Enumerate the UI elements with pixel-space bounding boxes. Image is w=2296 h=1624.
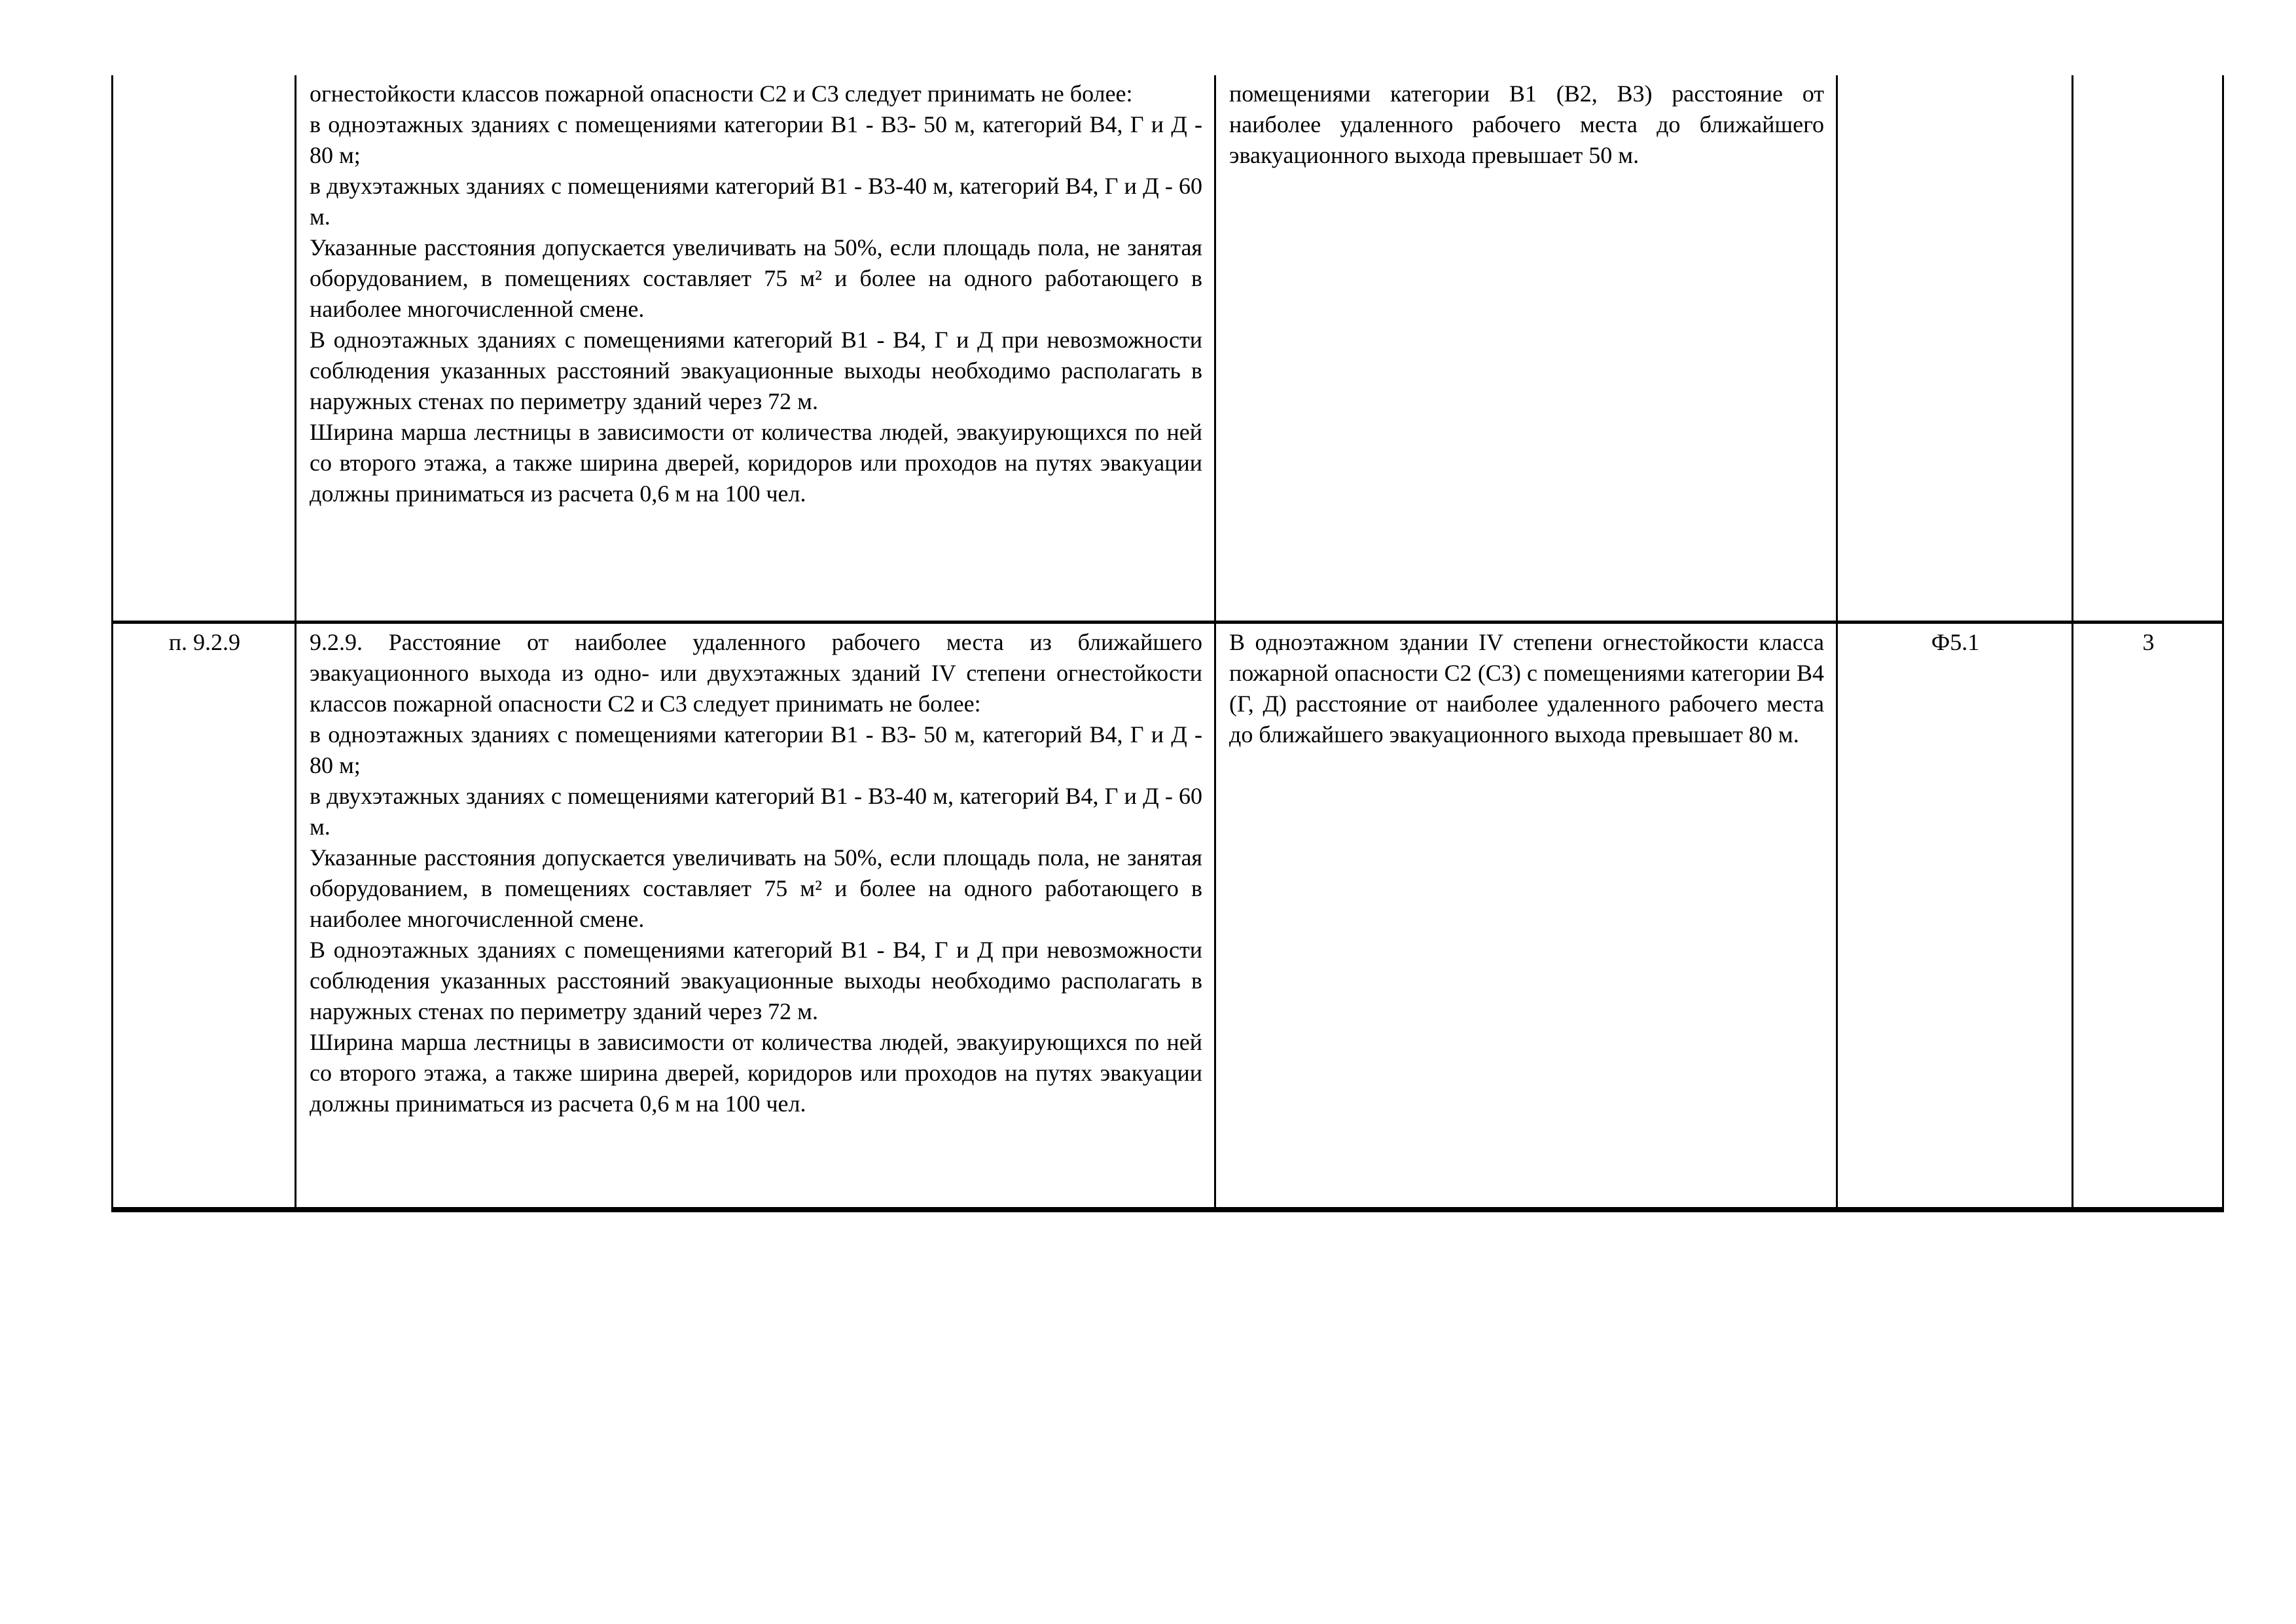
table-row-929 xyxy=(113,622,2223,1210)
functional-class-cell xyxy=(1837,75,2073,622)
requirement-paragraph: Указанные расстояния допускается увеличивать на 50%, если площадь пола, не занятая оборудованием, в помещениях составляет 75 м² и более на одного работающего в наиболее многочисленной смене. xyxy=(310,844,1202,932)
requirement-paragraph: Указанные расстояния допускается увеличивать на 50%, если площадь пола, не занятая оборудованием, в помещениях составляет 75 м² и более на одного работающего в наиболее многочисленной смене. xyxy=(310,234,1202,322)
requirement-paragraph: 9.2.9. Расстояние от наиболее удаленного рабочего места из ближайшего эвакуационного выхода из одно- или двухэтажных зданий IV степени огнестойкости классов пожарной опасности С2 и С3 следует принимать не более: xyxy=(310,628,1202,717)
requirement-paragraph: Ширина марша лестницы в зависимости от количества людей, эвакуирующихся по ней со второго этажа, а также ширина дверей, коридоров или проходов на путях эвакуации должны приниматься из расчета 0,6 м на 100 чел. xyxy=(310,419,1202,507)
clause-ref-cell xyxy=(113,75,296,622)
requirement-paragraph: В одноэтажных зданиях с помещениями категорий В1 - В4, Г и Д при невозможности соблюдения указанных расстояний эвакуационные выходы необходимо располагать в наружных стенах по периметру зданий через 72 м. xyxy=(310,936,1202,1024)
compliance-table xyxy=(111,75,2224,1212)
count-cell: 3 xyxy=(2073,622,2223,1210)
violation-cell xyxy=(1215,75,1837,622)
requirement-paragraph: В одноэтажных зданиях с помещениями категорий В1 - В4, Г и Д при невозможности соблюдения указанных расстояний эвакуационные выходы необходимо располагать в наружных стенах по периметру зданий через 72 м. xyxy=(310,327,1202,414)
requirement-paragraph: в одноэтажных зданиях с помещениями категории В1 - В3- 50 м, категорий В4, Г и Д - 80 м; xyxy=(310,721,1202,778)
requirement-cell xyxy=(296,622,1215,1210)
functional-class-cell: Ф5.1 xyxy=(1837,622,2073,1210)
table-row-continuation xyxy=(113,75,2223,622)
requirement-paragraph: Ширина марша лестницы в зависимости от количества людей, эвакуирующихся по ней со второго этажа, а также ширина дверей, коридоров или проходов на путях эвакуации должны приниматься из расчета 0,6 м на 100 чел. xyxy=(310,1028,1202,1117)
violation-paragraph: помещениями категории В1 (В2, В3) расстояние от наиболее удаленного рабочего места до ближайшего эвакуационного выхода превышает 50 м. xyxy=(1229,81,1824,168)
requirement-paragraph: огнестойкости классов пожарной опасности С2 и С3 следует принимать не более: xyxy=(310,81,1133,107)
requirement-paragraph: в одноэтажных зданиях с помещениями категории В1 - В3- 50 м, категорий В4, Г и Д - 80 м; xyxy=(310,111,1202,168)
count-cell xyxy=(2073,75,2223,622)
violation-cell xyxy=(1215,622,1837,1210)
requirement-cell xyxy=(296,75,1215,622)
violation-paragraph: В одноэтажном здании IV степени огнестойкости класса пожарной опасности С2 (С3) с помещениями категории В4 (Г, Д) расстояние от наиболее удаленного рабочего места до ближайшего эвакуационного выхода превышает 80 м. xyxy=(1229,628,1824,748)
clause-ref-cell: п. 9.2.9 xyxy=(113,622,296,1210)
requirement-paragraph: в двухэтажных зданиях с помещениями категорий В1 - В3-40 м, категорий В4, Г и Д - 60 м. xyxy=(310,782,1202,840)
requirement-paragraph: в двухэтажных зданиях с помещениями категорий В1 - В3-40 м, категорий В4, Г и Д - 60 м. xyxy=(310,173,1202,230)
